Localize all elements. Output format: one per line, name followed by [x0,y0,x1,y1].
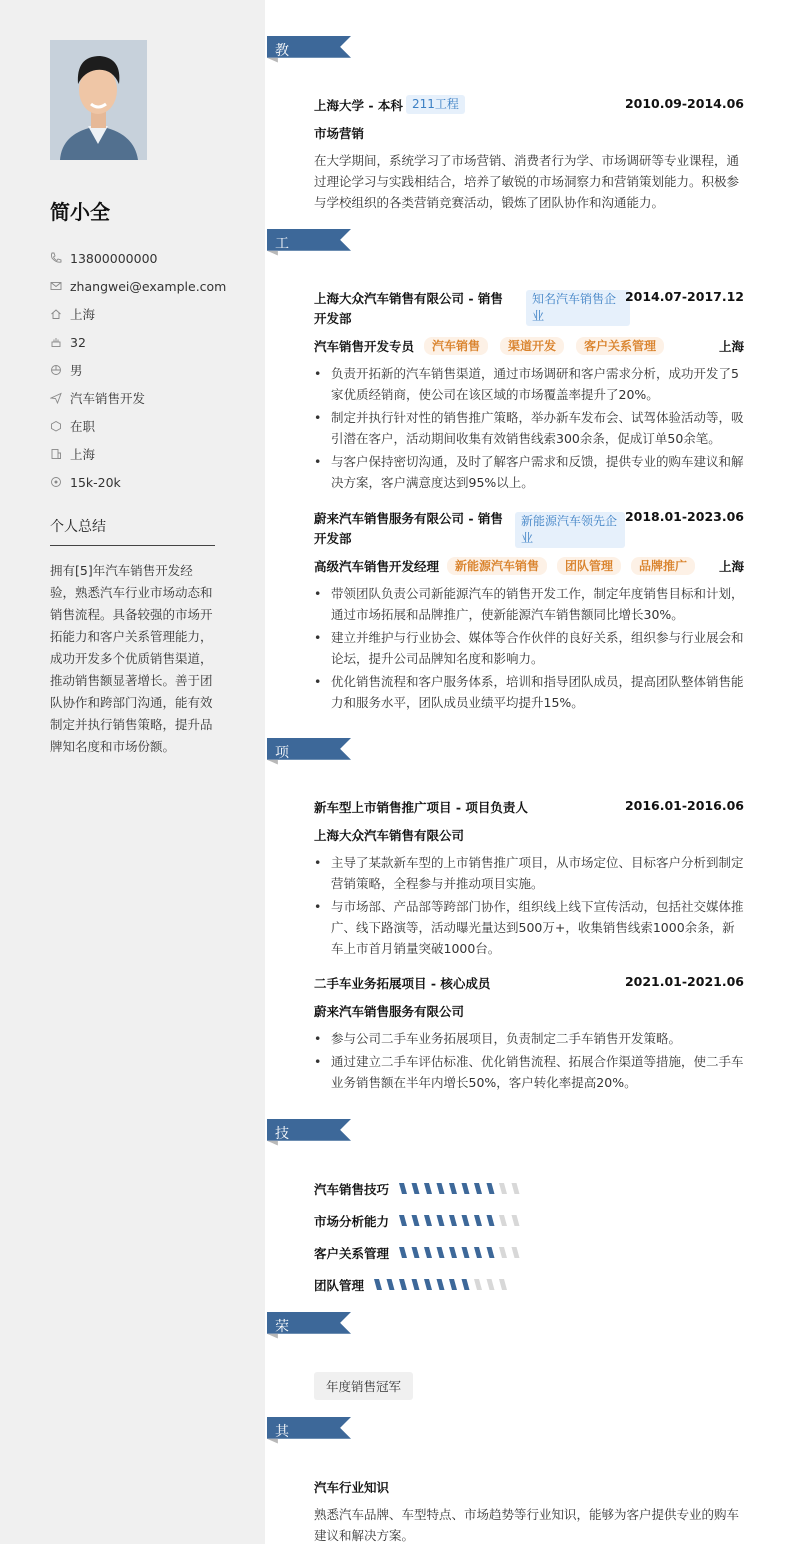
list-item: • 建立并维护与行业协会、媒体等合作伙伴的良好关系，组织参与行业展会和论坛，提升公司品牌知名度和影响力。 [314,627,744,669]
skill-segment [424,1215,432,1226]
project-1-date: 2016.01-2016.06 [624,798,744,813]
list-item: • 参与公司二手车业务拓展项目，负责制定二手车销售开发策略。 [314,1028,744,1049]
phone-icon [50,252,62,264]
skill-segment [424,1279,432,1290]
section-title: 荣誉奖项 [275,1319,289,1395]
salary-icon [50,476,62,488]
skill-row-2 [314,1212,537,1230]
section-ribbon [255,1119,363,1147]
skill-segment [399,1215,407,1226]
send-icon [50,392,62,404]
work-2-tag-2: 团队管理 [557,557,621,575]
cake-icon [50,336,62,348]
work-2-date: 2018.01-2023.06 [624,509,744,524]
skill-level-bar [397,1246,537,1260]
skill-segment [474,1183,482,1194]
work-1-role: 汽车销售开发专员 [314,339,415,354]
status-text: 在职 [70,419,96,434]
skill-level-bar [397,1214,537,1228]
work-1-location: 上海 [718,339,744,354]
project-1-company: 上海大众汽车销售有限公司 [314,828,465,843]
list-item: • 与客户保持密切沟通，及时了解客户需求和反馈，提供专业的购车建议和解决方案，客户满意度达到95%以上。 [314,451,744,493]
skill-segment [499,1279,507,1290]
contact-city [50,440,240,468]
skill-segment [412,1279,420,1290]
contact-location [50,300,240,328]
other-title: 汽车行业知识 [314,1480,390,1495]
skill-segment [487,1183,495,1194]
contact-age [50,328,240,356]
skill-row-4 [314,1276,522,1294]
skill-segment [424,1247,432,1258]
section-title: 技能专长 [275,1126,289,1202]
section-title: 项目经历 [275,745,289,821]
work-2-tag-3: 品牌推广 [631,557,695,575]
skill-segment [412,1247,420,1258]
skill-segment [487,1215,495,1226]
skill-name: 团队管理 [314,1278,365,1293]
project-2-title: 二手车业务拓展项目 - 核心成员 [314,976,491,991]
home-icon [50,308,62,320]
skill-segment [512,1215,520,1226]
gender-text: 男 [70,363,83,378]
age-text: 32 [70,334,86,350]
list-item: • 带领团队负责公司新能源汽车的销售开发工作，制定年度销售目标和计划，通过市场拓展和品牌推广，使新能源汽车销售额同比增长30%。 [314,583,744,625]
work-2-tag: 新能源汽车领先企业 [515,512,625,548]
contact-phone [50,244,240,272]
salary-text: 15k-20k [70,474,121,490]
skill-segment [449,1247,457,1258]
section-title: 教育经历 [275,43,289,119]
skill-name: 客户关系管理 [314,1246,390,1261]
project-2-date: 2021.01-2021.06 [624,974,744,989]
skill-segment [487,1279,495,1290]
skill-segment [387,1279,395,1290]
skill-segment [374,1279,382,1290]
city-text: 上海 [70,447,96,462]
skill-segment [462,1247,470,1258]
work-1-title: 上海大众汽车销售有限公司 - 销售开发部 [314,291,503,326]
list-item: • 优化销售流程和客户服务体系，培训和指导团队成员，提高团队整体销售能力和服务水平，团队成员业绩平均提升15%。 [314,671,744,713]
section-ribbon [255,36,363,64]
section-title: 其他信息 [275,1424,289,1500]
education-date: 2010.09-2014.06 [624,96,744,111]
position-text: 汽车销售开发 [70,391,146,406]
skill-segment [437,1247,445,1258]
skill-segment [499,1247,507,1258]
list-item: • 负责开拓新的汽车销售渠道，通过市场调研和客户需求分析，成功开发了5家优质经销商，使公司在该区域的市场覆盖率提升了20%。 [314,363,744,405]
education-tag: 211工程 [406,95,465,114]
work-1-tag-2: 渠道开发 [500,337,564,355]
section-ribbon [255,1312,363,1340]
contact-position [50,384,240,412]
skill-segment [474,1279,482,1290]
skill-segment [474,1215,482,1226]
work-1-tag: 知名汽车销售企业 [526,290,630,326]
skill-segment [437,1279,445,1290]
skill-segment [499,1215,507,1226]
skill-level-bar [397,1182,537,1196]
avatar [50,40,147,160]
education-desc: 在大学期间，系统学习了市场营销、消费者行为学、市场调研等专业课程，通过理论学习与实践相结合，培养了敏锐的市场洞察力和营销策划能力。积极参与学校组织的各类营销竞赛活动，锻炼了团队协作和沟通能力。 [314,153,740,210]
project-1-bullets [314,852,744,961]
section-ribbon [255,229,363,257]
work-2-location: 上海 [718,559,744,574]
contact-gender [50,356,240,384]
work-2-bullets [314,583,744,715]
skill-segment [462,1183,470,1194]
award-tag: 年度销售冠军 [314,1372,413,1400]
skill-segment [499,1183,507,1194]
summary-text: 拥有[5]年汽车销售开发经验，熟悉汽车行业市场动态和销售流程。具备较强的市场开拓能力和客户关系管理能力，成功开发多个优质销售渠道，推动销售额显著增长。善于团队协作和跨部门沟通，能有效制定并执行销售策略，提升品牌知名度和市场份额。 [50,563,213,754]
skill-segment [462,1279,470,1290]
summary-title: 个人总结 [50,516,215,546]
skill-segment [399,1247,407,1258]
skill-segment [412,1215,420,1226]
gender-icon [50,364,62,376]
building-icon [50,448,62,460]
work-2-role: 高级汽车销售开发经理 [314,559,440,574]
email-text: zhangwei@example.com [70,278,227,294]
contact-list [50,244,240,496]
skill-segment [424,1183,432,1194]
skill-name: 汽车销售技巧 [314,1182,390,1197]
skill-segment [399,1279,407,1290]
location-text: 上海 [70,307,96,322]
sidebar [0,0,265,1544]
work-1-date: 2014.07-2017.12 [624,289,744,304]
profile-name: 简小全 [50,200,110,224]
skill-segment [437,1183,445,1194]
work-1-role-row [314,337,744,355]
skill-segment [474,1247,482,1258]
list-item: • 制定并执行针对性的销售推广策略，举办新车发布会、试驾体验活动等，吸引潜在客户，活动期间收集有效销售线索300余条，促成订单50余笔。 [314,407,744,449]
skill-name: 市场分析能力 [314,1214,390,1229]
skill-segment [437,1215,445,1226]
skill-level-bar [372,1278,522,1292]
section-ribbon [255,1417,363,1445]
status-icon [50,420,62,432]
list-item: • 主导了某款新车型的上市销售推广项目，从市场定位、目标客户分析到制定营销策略，全程参与并推动项目实施。 [314,852,744,894]
skill-segment [462,1215,470,1226]
work-1-tag-1: 汽车销售 [424,337,488,355]
contact-salary [50,468,240,496]
skill-segment [512,1247,520,1258]
skill-segment [449,1215,457,1226]
project-2-company: 蔚来汽车销售服务有限公司 [314,1004,465,1019]
phone-text: 13800000000 [70,250,158,266]
education-major: 市场营销 [314,126,365,141]
education-title: 上海大学 - 本科 [314,98,403,113]
work-2-title: 蔚来汽车销售服务有限公司 - 销售开发部 [314,511,503,546]
contact-email [50,272,240,300]
work-1-tag-3: 客户关系管理 [576,337,664,355]
work-2-role-row [314,557,744,575]
work-1-bullets [314,363,744,495]
skill-segment [412,1183,420,1194]
project-2-bullets [314,1028,744,1095]
skill-segment [487,1247,495,1258]
contact-status [50,412,240,440]
work-2-tag-1: 新能源汽车销售 [447,557,547,575]
section-title: 工作经历 [275,236,289,312]
skill-segment [449,1183,457,1194]
skill-row-3 [314,1244,537,1262]
list-item: • 通过建立二手车评估标准、优化销售流程、拓展合作渠道等措施，使二手车业务销售额在半年内增长50%，客户转化率提高20%。 [314,1051,744,1093]
mail-icon [50,280,62,292]
skill-segment [399,1183,407,1194]
skill-segment [449,1279,457,1290]
list-item: • 与市场部、产品部等跨部门协作，组织线上线下宣传活动，包括社交媒体推广、线下路演等，活动曝光量达到500万+，收集销售线索1000余条，新车上市首月销量突破1000台。 [314,896,744,959]
section-ribbon [255,738,363,766]
other-desc: 熟悉汽车品牌、车型特点、市场趋势等行业知识，能够为客户提供专业的购车建议和解决方案。 [314,1507,740,1543]
project-1-title: 新车型上市销售推广项目 - 项目负责人 [314,800,528,815]
skill-row-1 [314,1180,537,1198]
skill-segment [512,1183,520,1194]
